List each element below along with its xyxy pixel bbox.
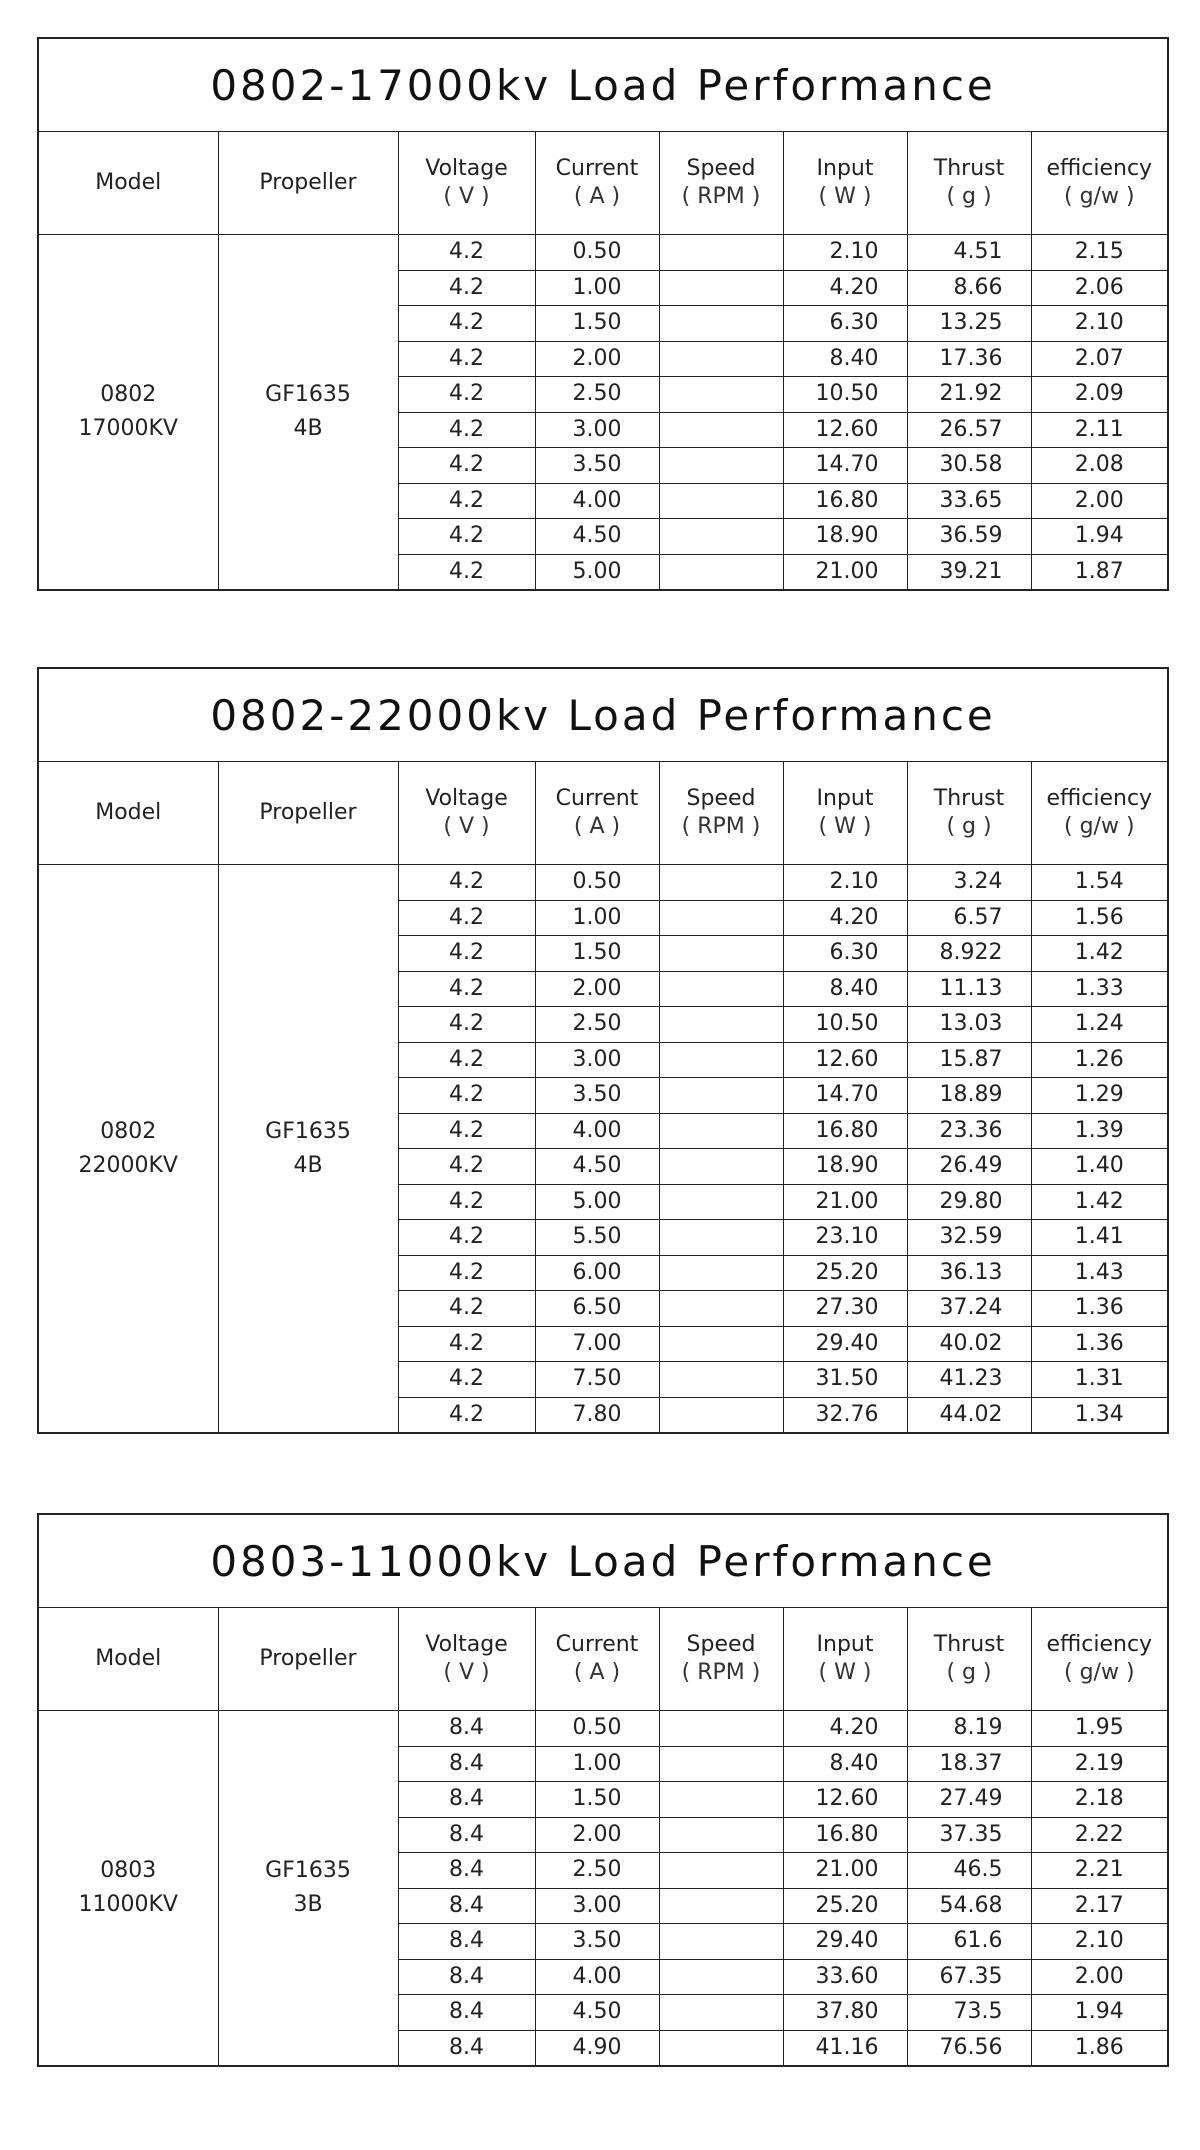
efficiency-cell: 2.19: [1031, 1746, 1168, 1782]
efficiency-cell: 1.33: [1031, 971, 1168, 1007]
header-row: [38, 132, 1168, 235]
efficiency-cell: 2.00: [1031, 483, 1168, 519]
input-cell: 27.30: [783, 1291, 907, 1327]
thrust-cell: 11.13: [907, 971, 1031, 1007]
speed-cell: [659, 1184, 783, 1220]
efficiency-cell: 2.09: [1031, 377, 1168, 413]
thrust-cell: 23.36: [907, 1113, 1031, 1149]
thrust-cell: 15.87: [907, 1042, 1031, 1078]
thrust-cell: 8.922: [907, 936, 1031, 972]
efficiency-cell: 2.18: [1031, 1782, 1168, 1818]
voltage-cell: 4.2: [398, 1149, 535, 1185]
current-cell: 6.50: [535, 1291, 659, 1327]
thrust-cell: 8.19: [907, 1711, 1031, 1747]
load-performance-table-1: [37, 37, 1169, 591]
thrust-cell: 30.58: [907, 448, 1031, 484]
header-row: [38, 762, 1168, 865]
input-cell: 16.80: [783, 1113, 907, 1149]
speed-cell: [659, 1362, 783, 1398]
input-cell: 8.40: [783, 341, 907, 377]
efficiency-cell: 2.10: [1031, 306, 1168, 342]
propeller-cell: [218, 865, 398, 1434]
speed-cell: [659, 1711, 783, 1747]
header-speed: Speed ( RPM ): [659, 132, 783, 235]
thrust-cell: 44.02: [907, 1397, 1031, 1433]
speed-cell: [659, 377, 783, 413]
model-label: 22000KV: [78, 1152, 178, 1178]
voltage-cell: 4.2: [398, 448, 535, 484]
thrust-cell: 13.03: [907, 1007, 1031, 1043]
current-cell: 1.00: [535, 900, 659, 936]
speed-cell: [659, 1255, 783, 1291]
thrust-cell: 27.49: [907, 1782, 1031, 1818]
current-cell: 7.50: [535, 1362, 659, 1398]
input-cell: 12.60: [783, 1042, 907, 1078]
thrust-cell: 37.35: [907, 1817, 1031, 1853]
model-cell: [38, 1711, 218, 2067]
input-cell: 8.40: [783, 971, 907, 1007]
voltage-cell: 4.2: [398, 1397, 535, 1433]
voltage-cell: 4.2: [398, 1113, 535, 1149]
efficiency-cell: 1.36: [1031, 1291, 1168, 1327]
efficiency-cell: 1.95: [1031, 1711, 1168, 1747]
voltage-cell: 4.2: [398, 1042, 535, 1078]
speed-cell: [659, 270, 783, 306]
current-cell: 5.00: [535, 1184, 659, 1220]
efficiency-cell: 1.36: [1031, 1326, 1168, 1362]
speed-cell: [659, 1326, 783, 1362]
header-voltage: Voltage ( V ): [398, 132, 535, 235]
table-body: [38, 235, 1168, 591]
current-cell: 1.00: [535, 1746, 659, 1782]
header-propeller: Propeller: [218, 762, 398, 865]
thrust-cell: 18.89: [907, 1078, 1031, 1114]
input-cell: 25.20: [783, 1255, 907, 1291]
current-cell: 4.00: [535, 1959, 659, 1995]
speed-cell: [659, 865, 783, 901]
voltage-cell: 4.2: [398, 235, 535, 271]
speed-cell: [659, 1007, 783, 1043]
current-cell: 2.50: [535, 377, 659, 413]
speed-cell: [659, 235, 783, 271]
model-cell: [38, 865, 218, 1434]
voltage-cell: 4.2: [398, 341, 535, 377]
current-cell: 2.50: [535, 1007, 659, 1043]
voltage-cell: 8.4: [398, 1853, 535, 1889]
header-thrust: Thrust ( g ): [907, 762, 1031, 865]
efficiency-cell: 1.34: [1031, 1397, 1168, 1433]
speed-cell: [659, 1782, 783, 1818]
voltage-cell: 8.4: [398, 1924, 535, 1960]
model-cell: [38, 235, 218, 591]
efficiency-cell: 2.08: [1031, 448, 1168, 484]
input-cell: 18.90: [783, 1149, 907, 1185]
speed-cell: [659, 1853, 783, 1889]
input-cell: 32.76: [783, 1397, 907, 1433]
propeller-label: GF1635: [265, 1858, 351, 1883]
propeller-cell: [218, 1711, 398, 2067]
efficiency-cell: 1.94: [1031, 519, 1168, 555]
thrust-cell: 41.23: [907, 1362, 1031, 1398]
input-cell: 2.10: [783, 865, 907, 901]
load-performance-table-3: [37, 1513, 1169, 2067]
voltage-cell: 4.2: [398, 412, 535, 448]
table-title: 0802-22000kv Load Performance: [38, 668, 1168, 762]
voltage-cell: 4.2: [398, 865, 535, 901]
speed-cell: [659, 971, 783, 1007]
efficiency-cell: 1.41: [1031, 1220, 1168, 1256]
speed-cell: [659, 900, 783, 936]
voltage-cell: 4.2: [398, 1326, 535, 1362]
current-cell: 1.00: [535, 270, 659, 306]
current-cell: 3.00: [535, 1888, 659, 1924]
header-model: Model: [38, 762, 218, 865]
input-cell: 41.16: [783, 2030, 907, 2066]
current-cell: 5.50: [535, 1220, 659, 1256]
header-input: Input ( W ): [783, 132, 907, 235]
header-propeller: Propeller: [218, 1608, 398, 1711]
efficiency-cell: 2.11: [1031, 412, 1168, 448]
thrust-cell: 8.66: [907, 270, 1031, 306]
input-cell: 18.90: [783, 519, 907, 555]
input-cell: 25.20: [783, 1888, 907, 1924]
current-cell: 1.50: [535, 936, 659, 972]
voltage-cell: 4.2: [398, 519, 535, 555]
thrust-cell: 26.57: [907, 412, 1031, 448]
speed-cell: [659, 341, 783, 377]
header-propeller: Propeller: [218, 132, 398, 235]
input-cell: 8.40: [783, 1746, 907, 1782]
efficiency-cell: 1.56: [1031, 900, 1168, 936]
thrust-cell: 73.5: [907, 1995, 1031, 2031]
thrust-cell: 67.35: [907, 1959, 1031, 1995]
thrust-cell: 4.51: [907, 235, 1031, 271]
voltage-cell: 4.2: [398, 936, 535, 972]
speed-cell: [659, 1924, 783, 1960]
model-label: 0802: [100, 382, 157, 407]
voltage-cell: 8.4: [398, 1817, 535, 1853]
table-row: [38, 1711, 1168, 1747]
header-model: Model: [38, 132, 218, 235]
speed-cell: [659, 448, 783, 484]
current-cell: 3.00: [535, 412, 659, 448]
model-label: 11000KV: [78, 1892, 178, 1917]
input-cell: 21.00: [783, 1184, 907, 1220]
header-efficiency: efficiency ( g/w ): [1031, 1608, 1168, 1711]
propeller-cell: [218, 235, 398, 591]
speed-cell: [659, 936, 783, 972]
header-current: Current ( A ): [535, 132, 659, 235]
voltage-cell: 8.4: [398, 1995, 535, 2031]
speed-cell: [659, 1817, 783, 1853]
header-input: Input ( W ): [783, 762, 907, 865]
input-cell: 4.20: [783, 1711, 907, 1747]
speed-cell: [659, 554, 783, 590]
header-voltage: Voltage ( V ): [398, 762, 535, 865]
table-body: [38, 1711, 1168, 2067]
speed-cell: [659, 1113, 783, 1149]
load-performance-table-2: [37, 667, 1169, 1434]
voltage-cell: 4.2: [398, 1220, 535, 1256]
input-cell: 29.40: [783, 1326, 907, 1362]
current-cell: 2.00: [535, 971, 659, 1007]
input-cell: 29.40: [783, 1924, 907, 1960]
efficiency-cell: 1.31: [1031, 1362, 1168, 1398]
voltage-cell: 4.2: [398, 377, 535, 413]
current-cell: 2.50: [535, 1853, 659, 1889]
thrust-cell: 3.24: [907, 865, 1031, 901]
input-cell: 14.70: [783, 448, 907, 484]
propeller-label: 3B: [293, 1892, 323, 1917]
header-model: Model: [38, 1608, 218, 1711]
speed-cell: [659, 1291, 783, 1327]
speed-cell: [659, 1042, 783, 1078]
thrust-cell: 21.92: [907, 377, 1031, 413]
current-cell: 4.00: [535, 483, 659, 519]
voltage-cell: 4.2: [398, 1078, 535, 1114]
efficiency-cell: 2.21: [1031, 1853, 1168, 1889]
input-cell: 6.30: [783, 306, 907, 342]
current-cell: 4.50: [535, 1149, 659, 1185]
efficiency-cell: 1.24: [1031, 1007, 1168, 1043]
speed-cell: [659, 1746, 783, 1782]
voltage-cell: 4.2: [398, 554, 535, 590]
propeller-label: 4B: [293, 1152, 323, 1178]
thrust-cell: 13.25: [907, 306, 1031, 342]
efficiency-cell: 1.94: [1031, 1995, 1168, 2031]
table-title: 0803-11000kv Load Performance: [38, 1514, 1168, 1608]
current-cell: 3.50: [535, 1078, 659, 1114]
table-title: 0802-17000kv Load Performance: [38, 38, 1168, 132]
input-cell: 4.20: [783, 270, 907, 306]
model-label: 0802: [100, 1118, 157, 1144]
speed-cell: [659, 1078, 783, 1114]
voltage-cell: 8.4: [398, 1782, 535, 1818]
header-current: Current ( A ): [535, 1608, 659, 1711]
voltage-cell: 4.2: [398, 270, 535, 306]
input-cell: 14.70: [783, 1078, 907, 1114]
thrust-cell: 33.65: [907, 483, 1031, 519]
thrust-cell: 18.37: [907, 1746, 1031, 1782]
header-input: Input ( W ): [783, 1608, 907, 1711]
header-thrust: Thrust ( g ): [907, 132, 1031, 235]
model-label: 0803: [100, 1858, 157, 1883]
input-cell: 6.30: [783, 936, 907, 972]
thrust-cell: 61.6: [907, 1924, 1031, 1960]
thrust-cell: 26.49: [907, 1149, 1031, 1185]
speed-cell: [659, 1397, 783, 1433]
input-cell: 10.50: [783, 377, 907, 413]
speed-cell: [659, 1220, 783, 1256]
voltage-cell: 8.4: [398, 1959, 535, 1995]
voltage-cell: 8.4: [398, 2030, 535, 2066]
propeller-label: 4B: [293, 416, 323, 441]
speed-cell: [659, 2030, 783, 2066]
current-cell: 5.00: [535, 554, 659, 590]
efficiency-cell: 2.06: [1031, 270, 1168, 306]
model-label: 17000KV: [78, 416, 178, 441]
current-cell: 2.00: [535, 341, 659, 377]
thrust-cell: 40.02: [907, 1326, 1031, 1362]
current-cell: 6.00: [535, 1255, 659, 1291]
current-cell: 3.50: [535, 1924, 659, 1960]
input-cell: 31.50: [783, 1362, 907, 1398]
voltage-cell: 4.2: [398, 971, 535, 1007]
current-cell: 1.50: [535, 1782, 659, 1818]
thrust-cell: 54.68: [907, 1888, 1031, 1924]
speed-cell: [659, 483, 783, 519]
table-row: [38, 235, 1168, 271]
thrust-cell: 76.56: [907, 2030, 1031, 2066]
current-cell: 3.00: [535, 1042, 659, 1078]
voltage-cell: 8.4: [398, 1888, 535, 1924]
efficiency-cell: 2.22: [1031, 1817, 1168, 1853]
thrust-cell: 46.5: [907, 1853, 1031, 1889]
efficiency-cell: 2.10: [1031, 1924, 1168, 1960]
header-efficiency: efficiency ( g/w ): [1031, 132, 1168, 235]
speed-cell: [659, 1888, 783, 1924]
speed-cell: [659, 306, 783, 342]
efficiency-cell: 2.17: [1031, 1888, 1168, 1924]
input-cell: 16.80: [783, 1817, 907, 1853]
efficiency-cell: 2.07: [1031, 341, 1168, 377]
thrust-cell: 32.59: [907, 1220, 1031, 1256]
header-current: Current ( A ): [535, 762, 659, 865]
current-cell: 0.50: [535, 235, 659, 271]
current-cell: 0.50: [535, 865, 659, 901]
input-cell: 21.00: [783, 554, 907, 590]
voltage-cell: 4.2: [398, 1184, 535, 1220]
input-cell: 21.00: [783, 1853, 907, 1889]
header-voltage: Voltage ( V ): [398, 1608, 535, 1711]
input-cell: 12.60: [783, 412, 907, 448]
efficiency-cell: 1.29: [1031, 1078, 1168, 1114]
propeller-label: GF1635: [265, 382, 351, 407]
current-cell: 2.00: [535, 1817, 659, 1853]
header-row: [38, 1608, 1168, 1711]
voltage-cell: 4.2: [398, 1362, 535, 1398]
thrust-cell: 36.59: [907, 519, 1031, 555]
speed-cell: [659, 1149, 783, 1185]
speed-cell: [659, 1959, 783, 1995]
efficiency-cell: 1.39: [1031, 1113, 1168, 1149]
input-cell: 4.20: [783, 900, 907, 936]
speed-cell: [659, 519, 783, 555]
efficiency-cell: 1.42: [1031, 1184, 1168, 1220]
efficiency-cell: 1.42: [1031, 936, 1168, 972]
input-cell: 12.60: [783, 1782, 907, 1818]
speed-cell: [659, 1995, 783, 2031]
voltage-cell: 4.2: [398, 1255, 535, 1291]
input-cell: 23.10: [783, 1220, 907, 1256]
current-cell: 1.50: [535, 306, 659, 342]
input-cell: 16.80: [783, 483, 907, 519]
current-cell: 7.00: [535, 1326, 659, 1362]
header-speed: Speed ( RPM ): [659, 1608, 783, 1711]
efficiency-cell: 1.43: [1031, 1255, 1168, 1291]
efficiency-cell: 1.86: [1031, 2030, 1168, 2066]
efficiency-cell: 1.87: [1031, 554, 1168, 590]
current-cell: 0.50: [535, 1711, 659, 1747]
speed-cell: [659, 412, 783, 448]
thrust-cell: 37.24: [907, 1291, 1031, 1327]
voltage-cell: 4.2: [398, 1291, 535, 1327]
efficiency-cell: 2.15: [1031, 235, 1168, 271]
voltage-cell: 4.2: [398, 1007, 535, 1043]
input-cell: 37.80: [783, 1995, 907, 2031]
voltage-cell: 8.4: [398, 1711, 535, 1747]
header-speed: Speed ( RPM ): [659, 762, 783, 865]
voltage-cell: 4.2: [398, 900, 535, 936]
efficiency-cell: 1.40: [1031, 1149, 1168, 1185]
thrust-cell: 29.80: [907, 1184, 1031, 1220]
current-cell: 4.00: [535, 1113, 659, 1149]
efficiency-cell: 1.26: [1031, 1042, 1168, 1078]
thrust-cell: 36.13: [907, 1255, 1031, 1291]
voltage-cell: 8.4: [398, 1746, 535, 1782]
current-cell: 7.80: [535, 1397, 659, 1433]
thrust-cell: 39.21: [907, 554, 1031, 590]
thrust-cell: 17.36: [907, 341, 1031, 377]
input-cell: 10.50: [783, 1007, 907, 1043]
voltage-cell: 4.2: [398, 306, 535, 342]
current-cell: 3.50: [535, 448, 659, 484]
current-cell: 4.90: [535, 2030, 659, 2066]
thrust-cell: 6.57: [907, 900, 1031, 936]
efficiency-cell: 1.54: [1031, 865, 1168, 901]
voltage-cell: 4.2: [398, 483, 535, 519]
current-cell: 4.50: [535, 1995, 659, 2031]
header-efficiency: efficiency ( g/w ): [1031, 762, 1168, 865]
input-cell: 33.60: [783, 1959, 907, 1995]
table-row: [38, 865, 1168, 901]
header-thrust: Thrust ( g ): [907, 1608, 1031, 1711]
efficiency-cell: 2.00: [1031, 1959, 1168, 1995]
table-body: [38, 865, 1168, 1434]
current-cell: 4.50: [535, 519, 659, 555]
propeller-label: GF1635: [265, 1118, 351, 1144]
input-cell: 2.10: [783, 235, 907, 271]
